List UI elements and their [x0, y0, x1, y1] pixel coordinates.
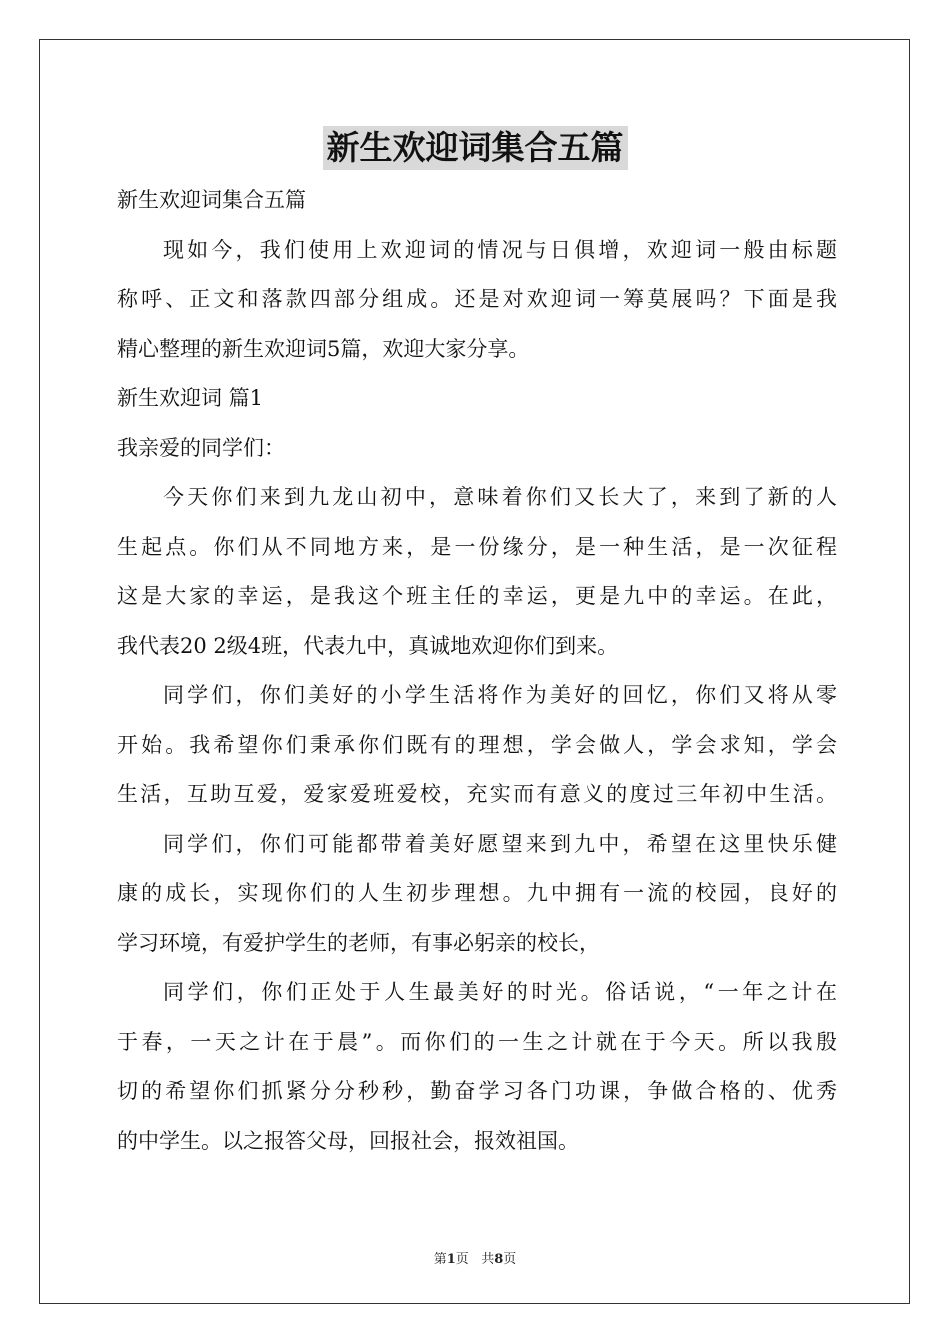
text-line: 康的成长，实现你们的人生初步理想。九中拥有一流的校园，良好的 [117, 881, 837, 905]
text-line: 我亲爱的同学们： [117, 435, 285, 460]
total-unit: 页 [503, 1252, 517, 1267]
text-line: 现如今，我们使用上欢迎词的情况与日俱增，欢迎词一般由标题 [163, 237, 837, 262]
text-line: 称呼、正文和落款四部分组成。还是对欢迎词一筹莫展吗？下面是我 [117, 287, 837, 311]
total-prefix: 共 [481, 1252, 495, 1267]
text-line: 今天你们来到九龙山初中，意味着你们又长大了，来到了新的人 [163, 485, 837, 509]
text-line: 的中学生。以之报答父母，回报社会，报效祖国。 [117, 1128, 579, 1153]
text-line: 新生欢迎词集合五篇 [117, 188, 306, 212]
document-title: 新生欢迎词集合五篇 [323, 126, 628, 170]
title-container [0, 126, 950, 170]
text-line: 切的希望你们抓紧分分秒秒，勤奋学习各门功课，争做合格的、优秀 [117, 1079, 837, 1103]
page-unit: 页 [455, 1252, 469, 1267]
text-line: 开始。我希望你们秉承你们既有的理想，学会做人，学会求知，学会 [117, 732, 837, 757]
text-line: 新生欢迎词 篇1 [117, 386, 264, 410]
text-line: 我代表20 2级4班，代表九中，真诚地欢迎你们到来。 [117, 633, 619, 658]
text-line: 学习环境，有爱护学生的老师，有事必躬亲的校长， [117, 930, 600, 955]
text-line: 同学们，你们可能都带着美好愿望来到九中，希望在这里快乐健 [163, 831, 837, 856]
text-line: 生活，互助互爱，爱家爱班爱校，充实而有意义的度过三年初中生活。 [117, 782, 837, 806]
text-line: 生起点。你们从不同地方来，是一份缘分，是一种生活，是一次征程 [117, 534, 837, 559]
page-total: 8 [494, 1252, 504, 1267]
text-line: 精心整理的新生欢迎词5篇，欢迎大家分享。 [117, 336, 530, 361]
page-prefix: 第 [433, 1252, 447, 1267]
document-body [117, 176, 837, 1166]
page-footer [0, 1248, 950, 1267]
page-current: 1 [446, 1252, 456, 1267]
text-line: 这是大家的幸运，是我这个班主任的幸运，更是九中的幸运。在此， [117, 584, 837, 608]
text-line: 于春，一天之计在于晨”。而你们的一生之计就在于今天。所以我殷 [117, 1029, 837, 1054]
text-line: 同学们，你们美好的小学生活将作为美好的回忆，你们又将从零 [163, 683, 837, 707]
text-line: 同学们，你们正处于人生最美好的时光。俗话说，“一年之计在 [163, 980, 837, 1004]
